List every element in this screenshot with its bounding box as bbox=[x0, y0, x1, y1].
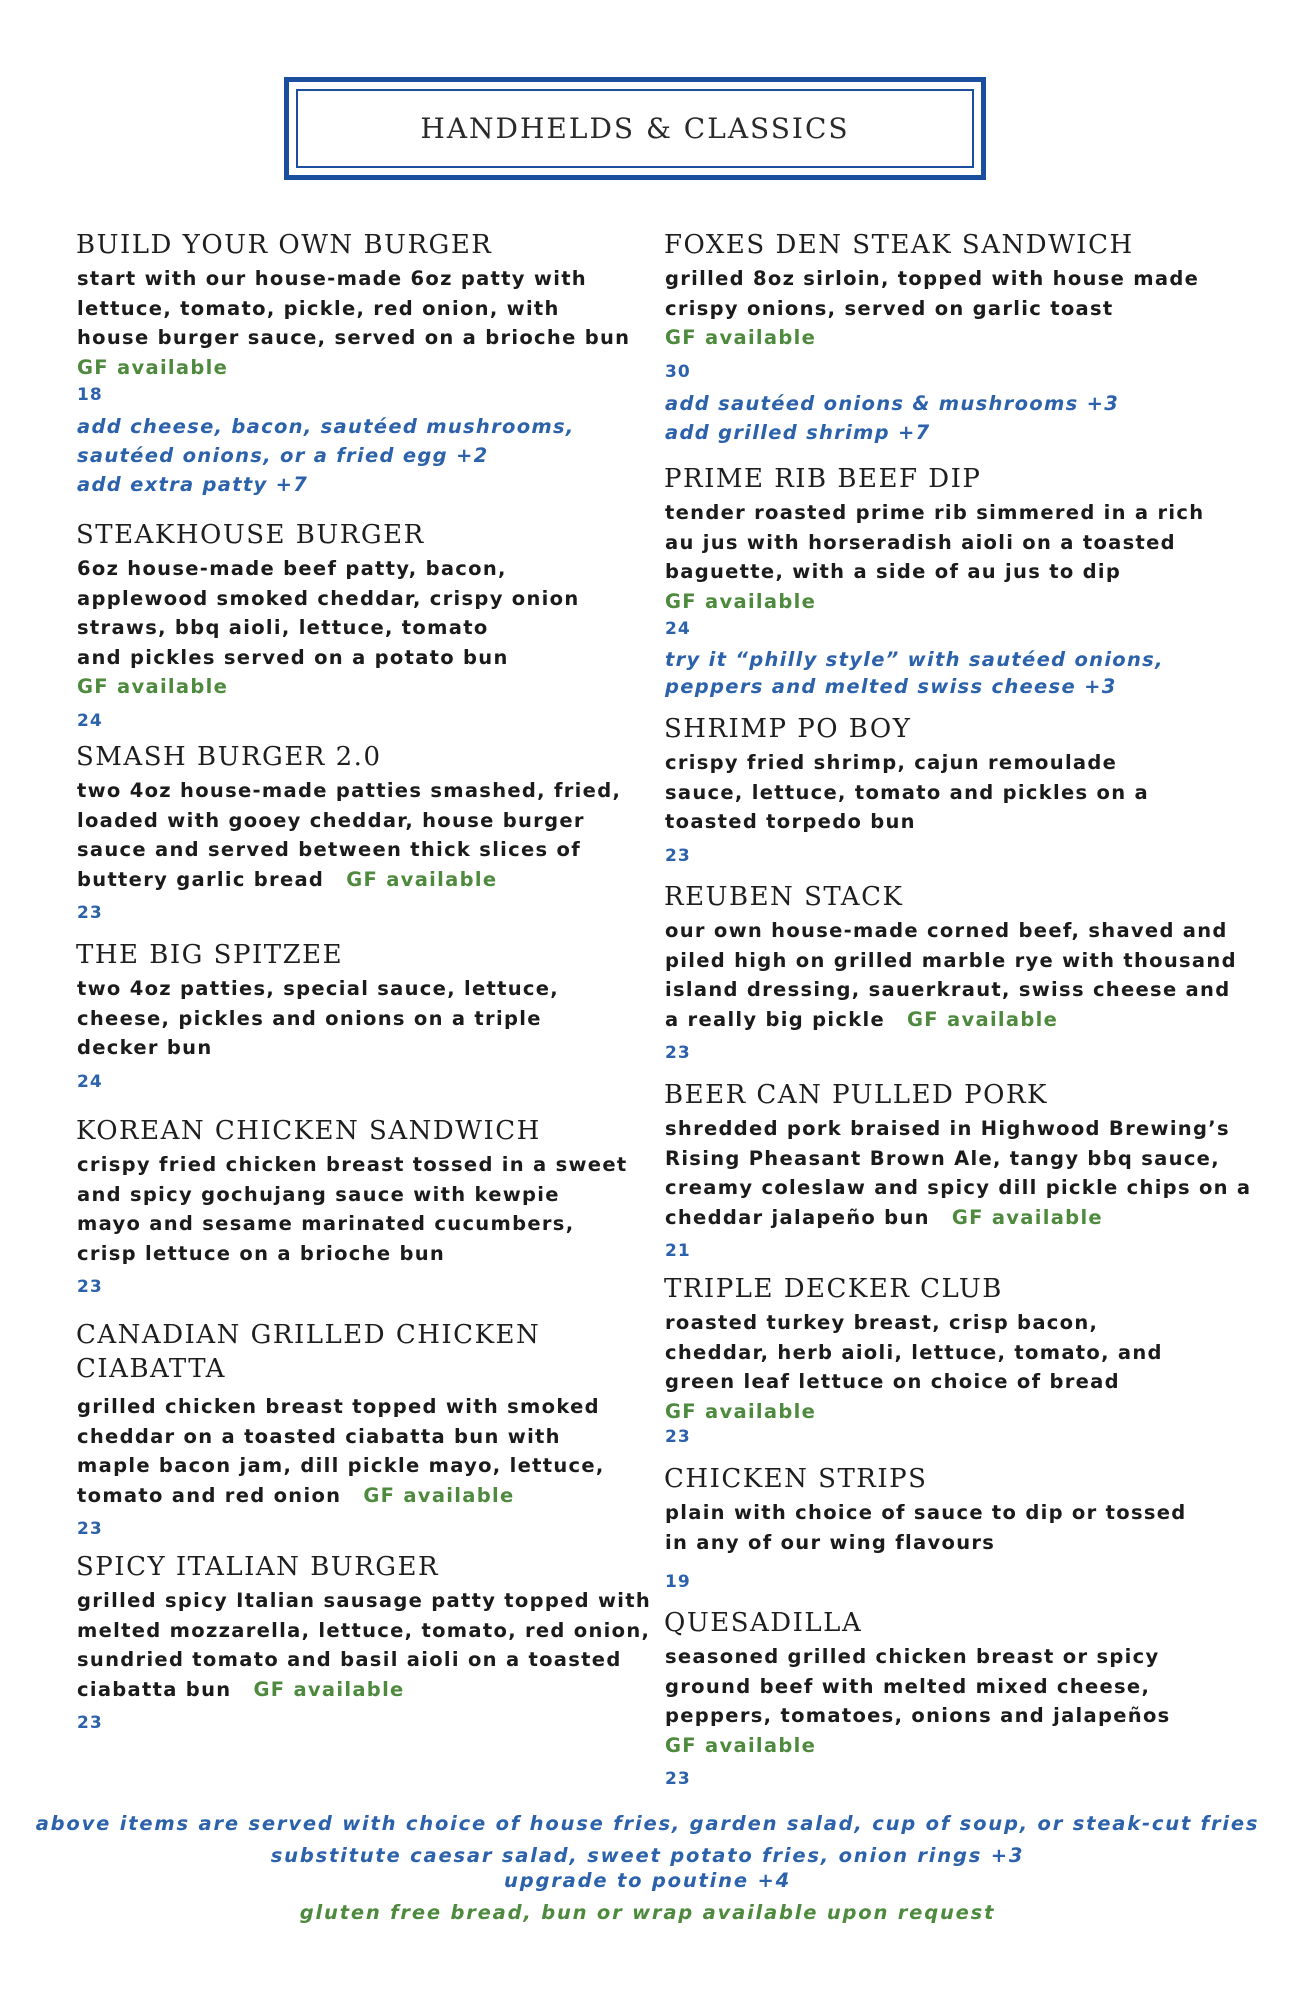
item-price: 23 bbox=[665, 845, 691, 866]
item-description bbox=[665, 1642, 1252, 1731]
menu-item-smash-burger bbox=[74, 740, 634, 924]
desc-line: sundried tomato and basil aioli on a toasted bbox=[77, 1648, 622, 1671]
item-name bbox=[76, 1318, 634, 1386]
desc-line: two 4oz house-made patties smashed, fried, bbox=[77, 779, 622, 802]
item-description bbox=[77, 776, 634, 894]
gf-badge: GF available bbox=[665, 589, 817, 613]
desc-line: island dressing, sauerkraut, swiss cheese and bbox=[665, 978, 1231, 1001]
gf-badge: GF available bbox=[77, 675, 229, 698]
item-name: STEAKHOUSE BURGER bbox=[76, 520, 425, 550]
desc-line: au jus with horseradish aioli on a toasted bbox=[665, 530, 1176, 554]
desc-line: our own house-made corned beef, shaved and bbox=[665, 919, 1228, 942]
desc-line: in any of our wing flavours bbox=[665, 1530, 996, 1554]
item-price: 30 bbox=[665, 361, 691, 382]
desc-line: Rising Pheasant Brown Ale, tangy bbq sauce, bbox=[665, 1146, 1220, 1170]
item-price: 24 bbox=[77, 710, 103, 731]
item-name: QUESADILLA bbox=[664, 1608, 863, 1638]
item-price: 23 bbox=[665, 1043, 691, 1063]
item-price: 23 bbox=[77, 1519, 103, 1539]
desc-line: lettuce, tomato, pickle, red onion, with bbox=[77, 296, 560, 320]
desc-line: tender roasted prime rib simmered in a rich bbox=[665, 501, 1205, 524]
desc-line: toasted torpedo bun bbox=[665, 810, 916, 833]
item-description bbox=[665, 1308, 1252, 1397]
item-name: TRIPLE DECKER CLUB bbox=[664, 1274, 1003, 1304]
desc-line: crispy fried chicken breast tossed in a sweet bbox=[77, 1153, 628, 1176]
item-price: 18 bbox=[77, 385, 103, 405]
desc-text: cheddar jalapeño bun bbox=[665, 1205, 930, 1229]
desc-line: loaded with gooey cheddar, house burger bbox=[77, 808, 585, 832]
gf-badge: GF available bbox=[363, 1483, 515, 1507]
item-description bbox=[665, 1114, 1252, 1232]
item-name: REUBEN STACK bbox=[664, 882, 904, 912]
item-description bbox=[77, 974, 634, 1063]
desc-line: sauce, lettuce, tomato and pickles on a bbox=[665, 780, 1149, 804]
footer-sides-note: above items are served with choice of house fries, garden salad, cup of soup, or steak-cut fries bbox=[35, 1812, 1260, 1835]
item-name: SPICY ITALIAN BURGER bbox=[76, 1552, 440, 1582]
item-price: 23 bbox=[665, 1769, 691, 1789]
desc-text: a really big pickle bbox=[665, 1007, 885, 1031]
item-description bbox=[665, 264, 1252, 323]
desc-line: grilled chicken breast topped with smoked bbox=[77, 1395, 600, 1418]
desc-line: melted mozzarella, lettuce, tomato, red onion, bbox=[77, 1618, 651, 1642]
item-name: KOREAN CHICKEN SANDWICH bbox=[76, 1116, 541, 1146]
desc-line: applewood smoked cheddar, crispy onion bbox=[77, 586, 580, 610]
desc-line: cheddar on a toasted ciabatta bun with bbox=[77, 1424, 561, 1448]
item-price: 23 bbox=[77, 903, 103, 923]
desc-line: plain with choice of sauce to dip or tossed bbox=[665, 1501, 1187, 1524]
gf-badge: GF available bbox=[665, 1399, 817, 1423]
item-name: BUILD YOUR OWN BURGER bbox=[76, 230, 493, 260]
desc-line: cheese, pickles and onions on a triple bbox=[77, 1006, 542, 1030]
footer-poutine-note: upgrade to poutine +4 bbox=[504, 1869, 791, 1892]
gf-badge: GF available bbox=[253, 1677, 405, 1701]
addon-line: try it “philly style” with sautéed onions, bbox=[665, 648, 1164, 671]
item-addons bbox=[665, 646, 1252, 700]
footer-substitute-note: substitute caesar salad, sweet potato fries, onion rings +3 bbox=[270, 1844, 1025, 1867]
item-name: SMASH BURGER 2.0 bbox=[76, 742, 382, 772]
item-price: 21 bbox=[665, 1241, 691, 1261]
desc-line: piled high on grilled marble rye with thousand bbox=[665, 948, 1237, 972]
desc-line: 6oz house-made beef patty, bacon, bbox=[77, 557, 507, 580]
page-title: HANDHELDS & CLASSICS bbox=[420, 112, 850, 145]
item-name: CHICKEN STRIPS bbox=[664, 1464, 928, 1494]
desc-line: crispy onions, served on garlic toast bbox=[665, 296, 1114, 320]
desc-line bbox=[665, 1203, 1252, 1233]
desc-line: seasoned grilled chicken breast or spicy bbox=[665, 1645, 1160, 1668]
item-price: 23 bbox=[77, 1277, 103, 1297]
desc-line: crispy fried shrimp, cajun remoulade bbox=[665, 751, 1118, 774]
desc-line: grilled spicy Italian sausage patty topped with bbox=[77, 1589, 652, 1612]
menu-item-foxes-den-steak-sandwich bbox=[662, 228, 1252, 447]
desc-line bbox=[77, 1481, 634, 1511]
item-price: 24 bbox=[77, 1071, 103, 1092]
desc-text: ciabatta bun bbox=[77, 1677, 232, 1701]
desc-text: tomato and red onion bbox=[77, 1483, 342, 1507]
gf-badge: GF available bbox=[346, 867, 498, 891]
item-description bbox=[77, 554, 634, 672]
desc-line bbox=[77, 865, 634, 895]
menu-item-spicy-italian-burger bbox=[74, 1550, 652, 1734]
item-price: 23 bbox=[665, 1427, 691, 1447]
addon-line: add extra patty +7 bbox=[77, 473, 309, 496]
item-name: THE BIG SPITZEE bbox=[76, 940, 344, 970]
desc-line: maple bacon jam, dill pickle mayo, lettuce, bbox=[77, 1454, 605, 1477]
item-description bbox=[665, 748, 1252, 837]
desc-line bbox=[665, 1005, 1252, 1035]
gf-badge: GF available bbox=[665, 1733, 817, 1757]
menu-item-prime-rib-beef-dip bbox=[662, 462, 1252, 700]
desc-line bbox=[77, 1675, 634, 1705]
menu-item-reuben-stack bbox=[662, 880, 1252, 1064]
addon-line: add cheese, bacon, sautéed mushrooms, bbox=[77, 415, 575, 438]
menu-item-beer-can-pulled-pork bbox=[662, 1078, 1252, 1262]
item-description bbox=[77, 1150, 634, 1268]
gf-badge: GF available bbox=[77, 355, 229, 379]
desc-line: start with our house-made 6oz patty with bbox=[77, 267, 587, 290]
item-price: 24 bbox=[665, 619, 691, 639]
desc-line: baguette, with a side of au jus to dip bbox=[665, 560, 1122, 583]
desc-line: ground beef with melted mixed cheese, bbox=[665, 1674, 1151, 1698]
menu-item-triple-decker-club bbox=[662, 1272, 1252, 1448]
item-name: SHRIMP PO BOY bbox=[664, 714, 912, 744]
footer-gluten-free-note: gluten free bread, bun or wrap available upon request bbox=[299, 1901, 996, 1924]
item-addons bbox=[77, 412, 634, 499]
desc-line: roasted turkey breast, crisp bacon, bbox=[665, 1311, 1099, 1334]
desc-line: cheddar, herb aioli, lettuce, tomato, and bbox=[665, 1340, 1163, 1364]
menu-item-shrimp-po-boy bbox=[662, 712, 1252, 867]
item-description bbox=[665, 498, 1252, 587]
gf-badge: GF available bbox=[665, 326, 817, 349]
item-description bbox=[77, 1392, 634, 1510]
item-price: 19 bbox=[665, 1572, 691, 1592]
item-description bbox=[665, 916, 1252, 1034]
menu-item-chicken-strips bbox=[662, 1462, 1252, 1593]
addon-line: add grilled shrimp +7 bbox=[665, 420, 931, 444]
item-addons bbox=[665, 389, 1252, 447]
desc-line: decker bun bbox=[77, 1036, 213, 1059]
name-line: CIABATTA bbox=[76, 1354, 226, 1384]
item-name: FOXES DEN STEAK SANDWICH bbox=[664, 230, 1134, 260]
desc-line: green leaf lettuce on choice of bread bbox=[665, 1370, 1120, 1393]
header-frame bbox=[284, 77, 986, 180]
menu-item-quesadilla bbox=[662, 1606, 1252, 1790]
gf-badge: GF available bbox=[951, 1205, 1103, 1229]
desc-line: straws, bbq aioli, lettuce, tomato bbox=[77, 616, 489, 639]
item-description bbox=[77, 1586, 652, 1704]
desc-line: house burger sauce, served on a brioche bun bbox=[77, 326, 631, 349]
gf-badge: GF available bbox=[907, 1007, 1059, 1031]
menu-item-canadian-grilled-chicken-ciabatta bbox=[74, 1318, 634, 1540]
menu-item-build-your-own-burger bbox=[74, 228, 634, 499]
desc-line: and pickles served on a potato bun bbox=[77, 645, 509, 669]
desc-line: grilled 8oz sirloin, topped with house made bbox=[665, 267, 1200, 290]
header-inner-border bbox=[296, 89, 974, 168]
menu-item-korean-chicken-sandwich bbox=[74, 1114, 634, 1298]
menu-item-steakhouse-burger bbox=[74, 518, 634, 732]
item-description bbox=[665, 1498, 1252, 1557]
desc-line: peppers, tomatoes, onions and jalapeños bbox=[665, 1704, 1171, 1727]
item-name: PRIME RIB BEEF DIP bbox=[664, 464, 982, 494]
desc-line: crisp lettuce on a brioche bun bbox=[77, 1241, 446, 1265]
item-name: BEER CAN PULLED PORK bbox=[664, 1080, 1048, 1110]
desc-text: buttery garlic bread bbox=[77, 867, 325, 891]
addon-line: sautéed onions, or a fried egg +2 bbox=[77, 444, 489, 467]
desc-line: creamy coleslaw and spicy dill pickle chips on a bbox=[665, 1176, 1252, 1199]
desc-line: shredded pork braised in Highwood Brewing’s bbox=[665, 1117, 1230, 1140]
desc-line: two 4oz patties, special sauce, lettuce, bbox=[77, 977, 560, 1000]
item-description bbox=[77, 264, 634, 353]
desc-line: mayo and sesame marinated cucumbers, bbox=[77, 1212, 575, 1235]
desc-line: and spicy gochujang sauce with kewpie bbox=[77, 1182, 560, 1206]
name-line: CANADIAN GRILLED CHICKEN bbox=[76, 1320, 541, 1350]
menu-item-big-spitzee bbox=[74, 938, 634, 1093]
addon-line: add sautéed onions & mushrooms +3 bbox=[665, 391, 1120, 415]
item-price: 23 bbox=[77, 1713, 103, 1733]
addon-line: peppers and melted swiss cheese +3 bbox=[665, 675, 1117, 698]
desc-line: sauce and served between thick slices of bbox=[77, 838, 582, 861]
